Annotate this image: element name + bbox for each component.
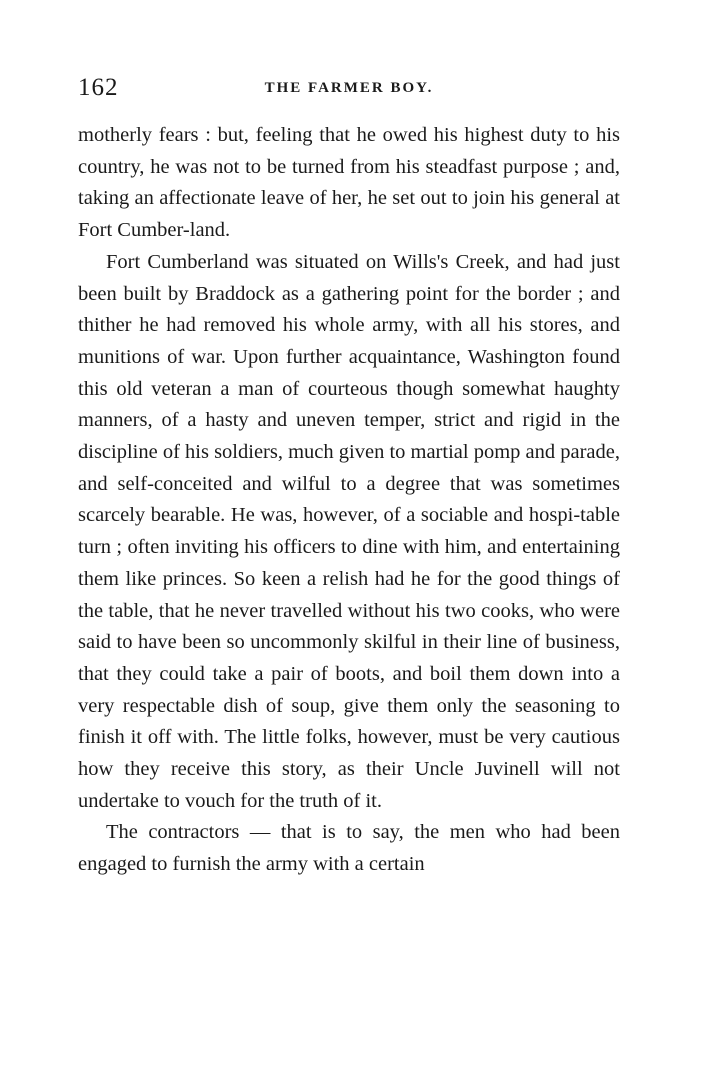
running-title: THE FARMER BOY. [264, 80, 434, 96]
paragraph-continued: motherly fears : but, feeling that he owed his highest duty to his country, he was not to be turned from his steadfast purpose ; and, taking an affectionate leave of her, he set out to join his general at Fort Cumber-land. [78, 124, 620, 242]
paragraph-contractors: The contractors — that is to say, the men who had been engaged to furnish the army with a certain [78, 821, 620, 876]
book-page [78, 72, 620, 881]
page-header [78, 72, 620, 108]
paragraph-fort-cumberland: Fort Cumberland was situated on Wills's Creek, and had just been built by Braddock as a gathering point for the border ; and thither he had removed his whole army, with all his stores, and munitions of war. Upon further acquaintance, Washington found this old veteran a man of courteous though somewhat haughty manners, of a hasty and uneven temper, strict and rigid in the discipline of his soldiers, much given to martial pomp and parade, and self-conceited and wilful to a degree that was sometimes scarcely bearable. He was, however, of a sociable and hospi-table turn ; often inviting his officers to dine with him, and entertaining them like princes. So keen a relish had he for the good things of the table, that he never travelled without his two cooks, who were said to have been so uncommonly skilful in their line of business, that they could take a pair of boots, and boil them down into a very respectable dish of soup, give them only the seasoning to finish it off with. The little folks, however, must be very cautious how they receive this story, as their Uncle Juvinell will not undertake to vouch for the truth of it. [78, 250, 620, 812]
body-text [78, 120, 620, 881]
page-number: 162 [78, 74, 119, 101]
